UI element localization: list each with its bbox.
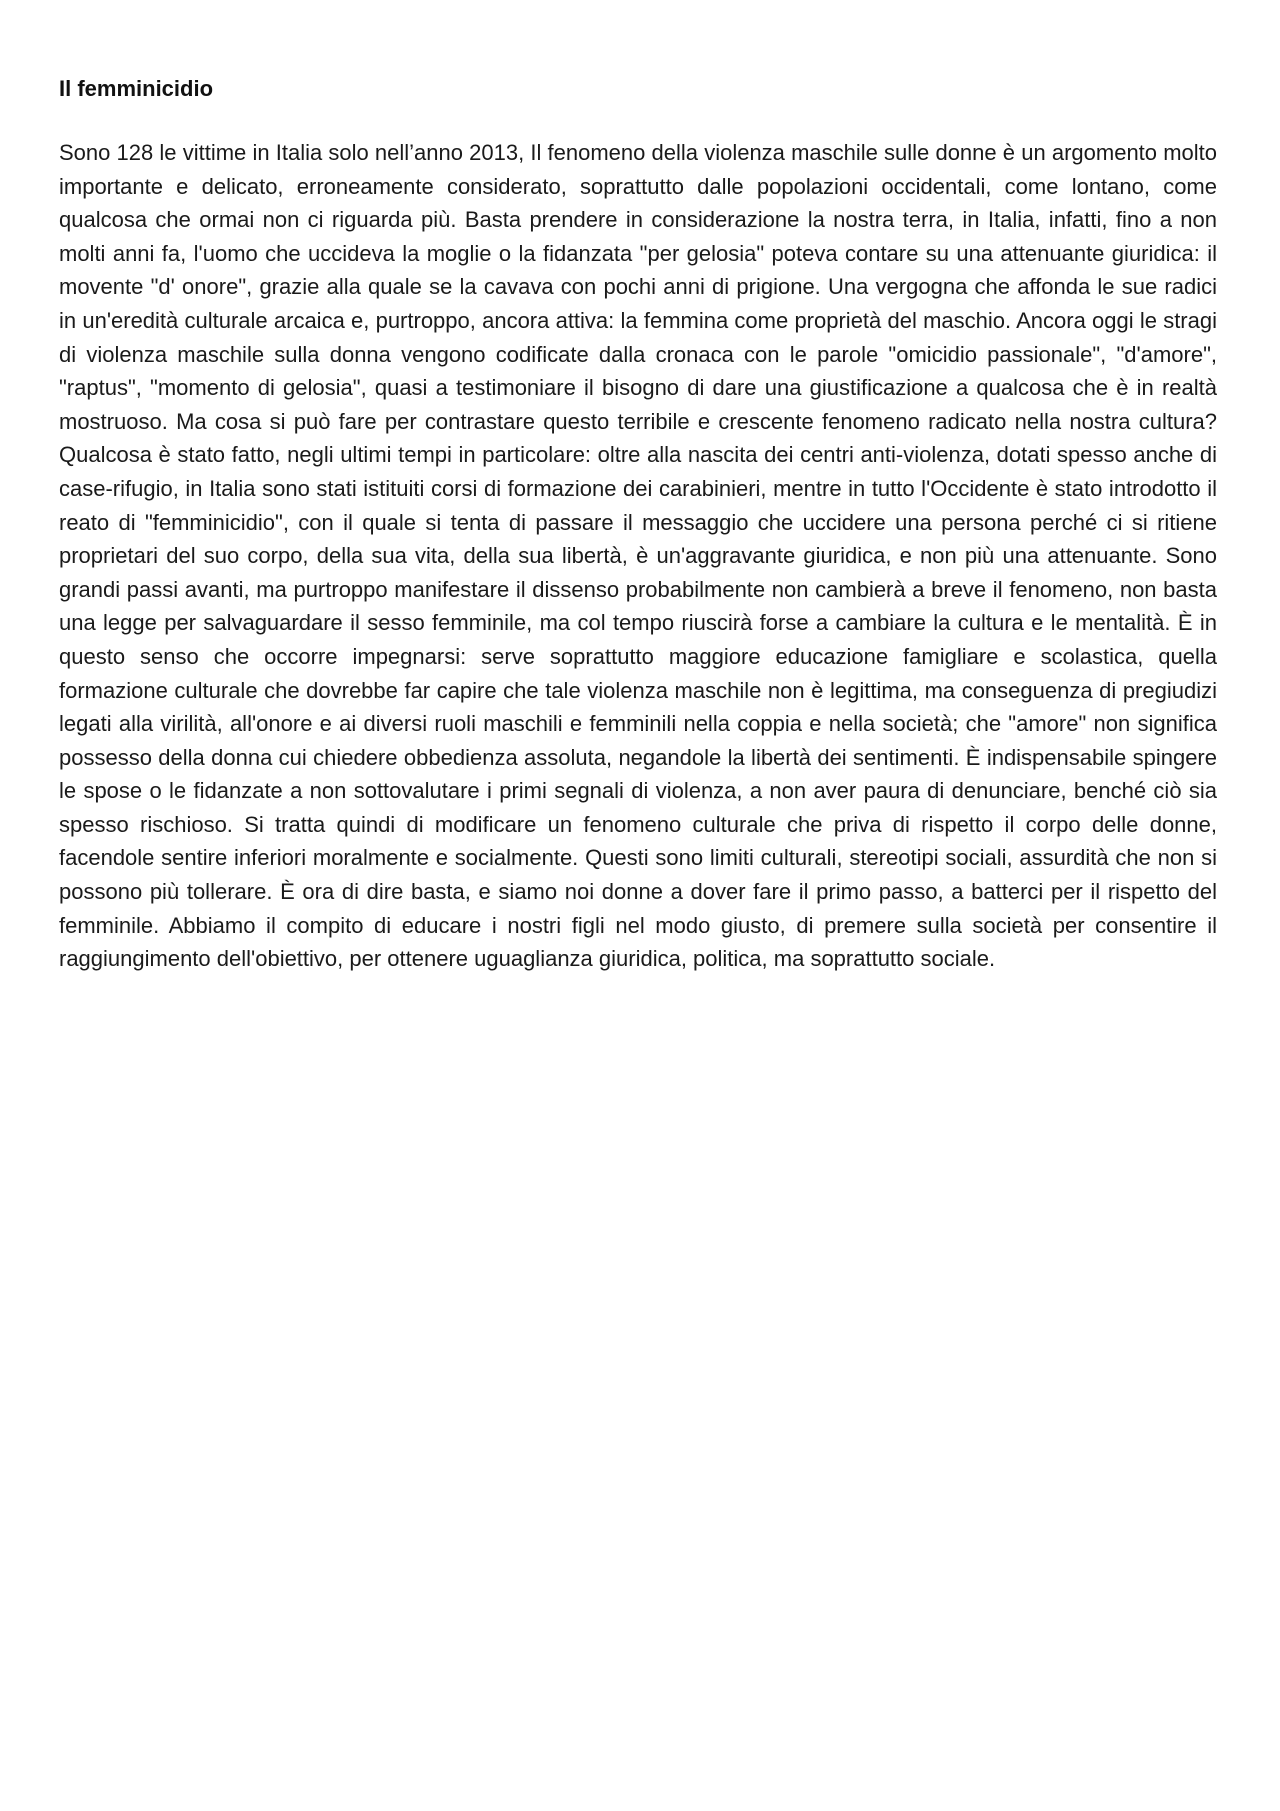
document-title: Il femminicidio [59, 76, 214, 101]
document-body-paragraph: Sono 128 le vittime in Italia solo nell’anno 2013, Il fenomeno della violenza maschile sulle donne è un argomento molto importante e delicato, erroneamente considerato, soprattutto dalle popolazioni occidentali, come lontano, come qualcosa che ormai non ci riguarda più. Basta prendere in considerazione la nostra terra, in Italia, infatti, fino a non molti anni fa, l'uomo che uccideva la moglie o la fidanzata "per gelosia" poteva contare su una attenuante giuridica: il movente "d' onore", grazie alla quale se la cavava con pochi anni di prigione. Una vergogna che affonda le sue radici in un'eredità culturale arcaica e, purtroppo, ancora attiva: la femmina come proprietà del maschio. Ancora oggi le stragi di violenza maschile sulla donna vengono codificate dalla cronaca con le parole "omicidio passionale", "d'amore", "raptus", "momento di gelosia", quasi a testimoniare il bisogno di dare una giustificazione a qualcosa che è in realtà mostruoso. Ma cosa si può fare per contrastare questo terribile e crescente fenomeno radicato nella nostra cultura? Qualcosa è stato fatto, negli ultimi tempi in particolare: oltre alla nascita dei centri anti-violenza, dotati spesso anche di case-rifugio, in Italia sono stati istituiti corsi di formazione dei carabinieri, mentre in tutto l'Occidente è stato introdotto il reato di "femminicidio", con il quale si tenta di passare il messaggio che uccidere una persona perché ci si ritiene proprietari del suo corpo, della sua vita, della sua libertà, è un'aggravante giuridica, e non più una attenuante. Sono grandi passi avanti, ma purtroppo manifestare il dissenso probabilmente non cambierà a breve il fenomeno, non basta una legge per salvaguardare il sesso femminile, ma col tempo riuscirà forse a cambiare la cultura e le mentalità. È in questo senso che occorre impegnarsi: serve soprattutto maggiore educazione famigliare e scolastica, quella formazione culturale che dovrebbe far capire che tale violenza maschile non è legittima, ma conseguenza di pregiudizi legati alla virilità, all'onore e ai diversi ruoli maschili e femminili nella coppia e nella società; che "amore" non significa possesso della donna cui chiedere obbedienza assoluta, negandole la libertà dei sentimenti. È indispensabile spingere le spose o le fidanzate a non sottovalutare i primi segnali di violenza, a non aver paura di denunciare, benché ciò sia spesso rischioso. Si tratta quindi di modificare un fenomeno culturale che priva di rispetto il corpo delle donne, facendole sentire inferiori moralmente e socialmente. Questi sono limiti culturali, stereotipi sociali, assurdità che non si possono più tollerare. È ora di dire basta, e siamo noi donne a dover fare il primo passo, a batterci per il rispetto del femminile. Abbiamo il compito di educare i nostri figli nel modo giusto, di premere sulla società per consentire il raggiungimento dell'obiettivo, per ottenere uguaglianza giuridica, politica, ma soprattutto sociale. [59, 140, 1217, 972]
